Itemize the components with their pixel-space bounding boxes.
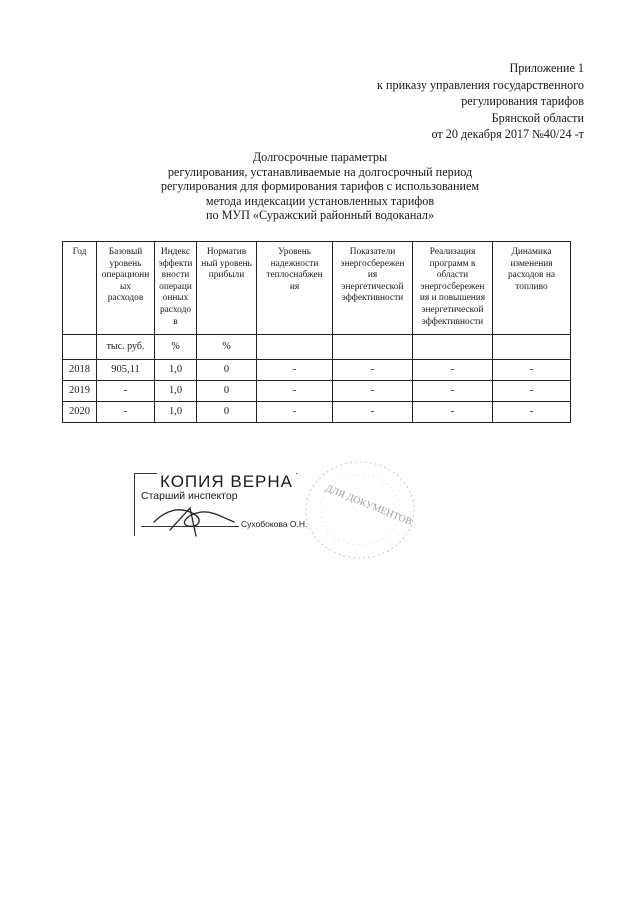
appendix-block [377,60,584,143]
unit-cell [333,335,413,360]
year-cell: 2020 [63,402,97,423]
header-text-line: эффективности [341,293,404,304]
header-text-line: программ в [429,258,476,269]
header-text-line: Год [72,247,87,257]
header-text-line: эффекти [158,258,193,269]
table-cell: - [257,381,333,402]
appendix-line: Приложение 1 [509,61,584,75]
appendix-line: регулирования тарифов [461,94,584,109]
unit-cell [413,335,493,360]
column-header [97,242,155,335]
header-text-line: энергосбережен [420,281,485,292]
table-cell: - [257,360,333,381]
header-text-line: эффективности [421,316,484,327]
table-cell: 0 [197,360,257,381]
table-cell: - [333,360,413,381]
table-row [63,360,571,381]
unit-cell: тыс. руб. [97,335,155,360]
table-cell: - [413,381,493,402]
title-line: Долгосрочные параметры [252,150,388,164]
header-text-line: Индекс [160,247,191,257]
header-text-line: уровень [109,258,142,269]
table-row [63,402,571,423]
header-text-line: в [173,316,178,327]
column-header [333,242,413,335]
header-text-line: энергосбережен [340,258,405,269]
unit-cell [63,335,97,360]
unit-cell: % [155,335,197,360]
table-cell: 905,11 [97,360,155,381]
unit-cell [257,335,333,360]
header-text-line: вности [161,270,190,281]
stamp-name: Сухобокова О.Н. [241,519,308,529]
header-text-line: Базовый [108,247,143,257]
column-header [257,242,333,335]
header-text-line: Показатели [349,247,396,257]
header-text-line: операционн [101,270,150,281]
column-header [63,242,97,335]
stamp-heading: КОПИЯ ВЕРНА [157,472,296,492]
table-cell: 1,0 [155,360,197,381]
header-text-line: Уровень [277,247,311,257]
appendix-line: Брянской области [491,110,584,125]
header-text-line: прибыли [208,270,245,281]
table-cell: - [97,402,155,423]
table-cell: - [257,402,333,423]
column-header [413,242,493,335]
header-text-line: онных [162,293,189,304]
document-title [0,150,640,223]
seal-text: ДЛЯ ДОКУМЕНТОВ [323,482,414,528]
unit-cell [493,335,571,360]
table-cell: 1,0 [155,402,197,423]
table-cell: 0 [197,402,257,423]
handwritten-signature [150,500,240,540]
header-text-line: Динамика [511,247,552,257]
stamp-role: Старший инспектор [141,490,238,502]
header-text-line: надежности [270,258,319,269]
title-line: метода индексации установленных тарифов [205,193,435,208]
table-cell: - [493,402,571,423]
table-header-row [63,242,571,335]
unit-cell: % [197,335,257,360]
header-text-line: ный уровень [201,258,252,269]
table-cell: - [333,381,413,402]
table-row [63,381,571,402]
title-line: регулирования, устанавливаемые на долгосрочный период [167,164,473,179]
table-cell: - [493,360,571,381]
appendix-line: к приказу управления государственного [377,77,584,92]
title-line: регулирования для формирования тарифов с использованием [160,179,480,194]
header-text-line: ых [120,281,131,292]
appendix-line: от 20 декабря 2017 №40/24 -т [431,127,584,142]
header-text-line: энергетической [421,304,484,315]
header-text-line: области [436,270,469,281]
header-text-line: Норматив [206,247,247,257]
table-cell: - [413,402,493,423]
header-text-line: изменения [510,258,553,269]
header-text-line: расходо [159,304,192,315]
column-header [493,242,571,335]
header-text-line: теплоснабжен [266,270,323,281]
header-text-line: энергетической [341,281,404,292]
header-text-line: Реализация [429,247,476,257]
title-line: по МУП «Суражский районный водоканал» [205,208,435,223]
header-text-line: топливо [515,281,548,292]
year-cell: 2019 [63,381,97,402]
parameters-table [62,241,571,423]
header-text-line: ия [289,281,300,292]
table-cell: 0 [197,381,257,402]
year-cell: 2018 [63,360,97,381]
table-cell: - [97,381,155,402]
units-row [63,335,571,360]
table-cell: - [493,381,571,402]
table-cell: 1,0 [155,381,197,402]
header-text-line: ия и повышения [419,293,486,304]
header-text-line: ия [367,270,378,281]
faded-seal [300,455,420,565]
column-header [197,242,257,335]
table-cell: - [413,360,493,381]
table-cell: - [333,402,413,423]
column-header [155,242,197,335]
header-text-line: расходов на [507,270,556,281]
header-text-line: расходов [107,293,144,304]
header-text-line: операци [159,281,192,292]
